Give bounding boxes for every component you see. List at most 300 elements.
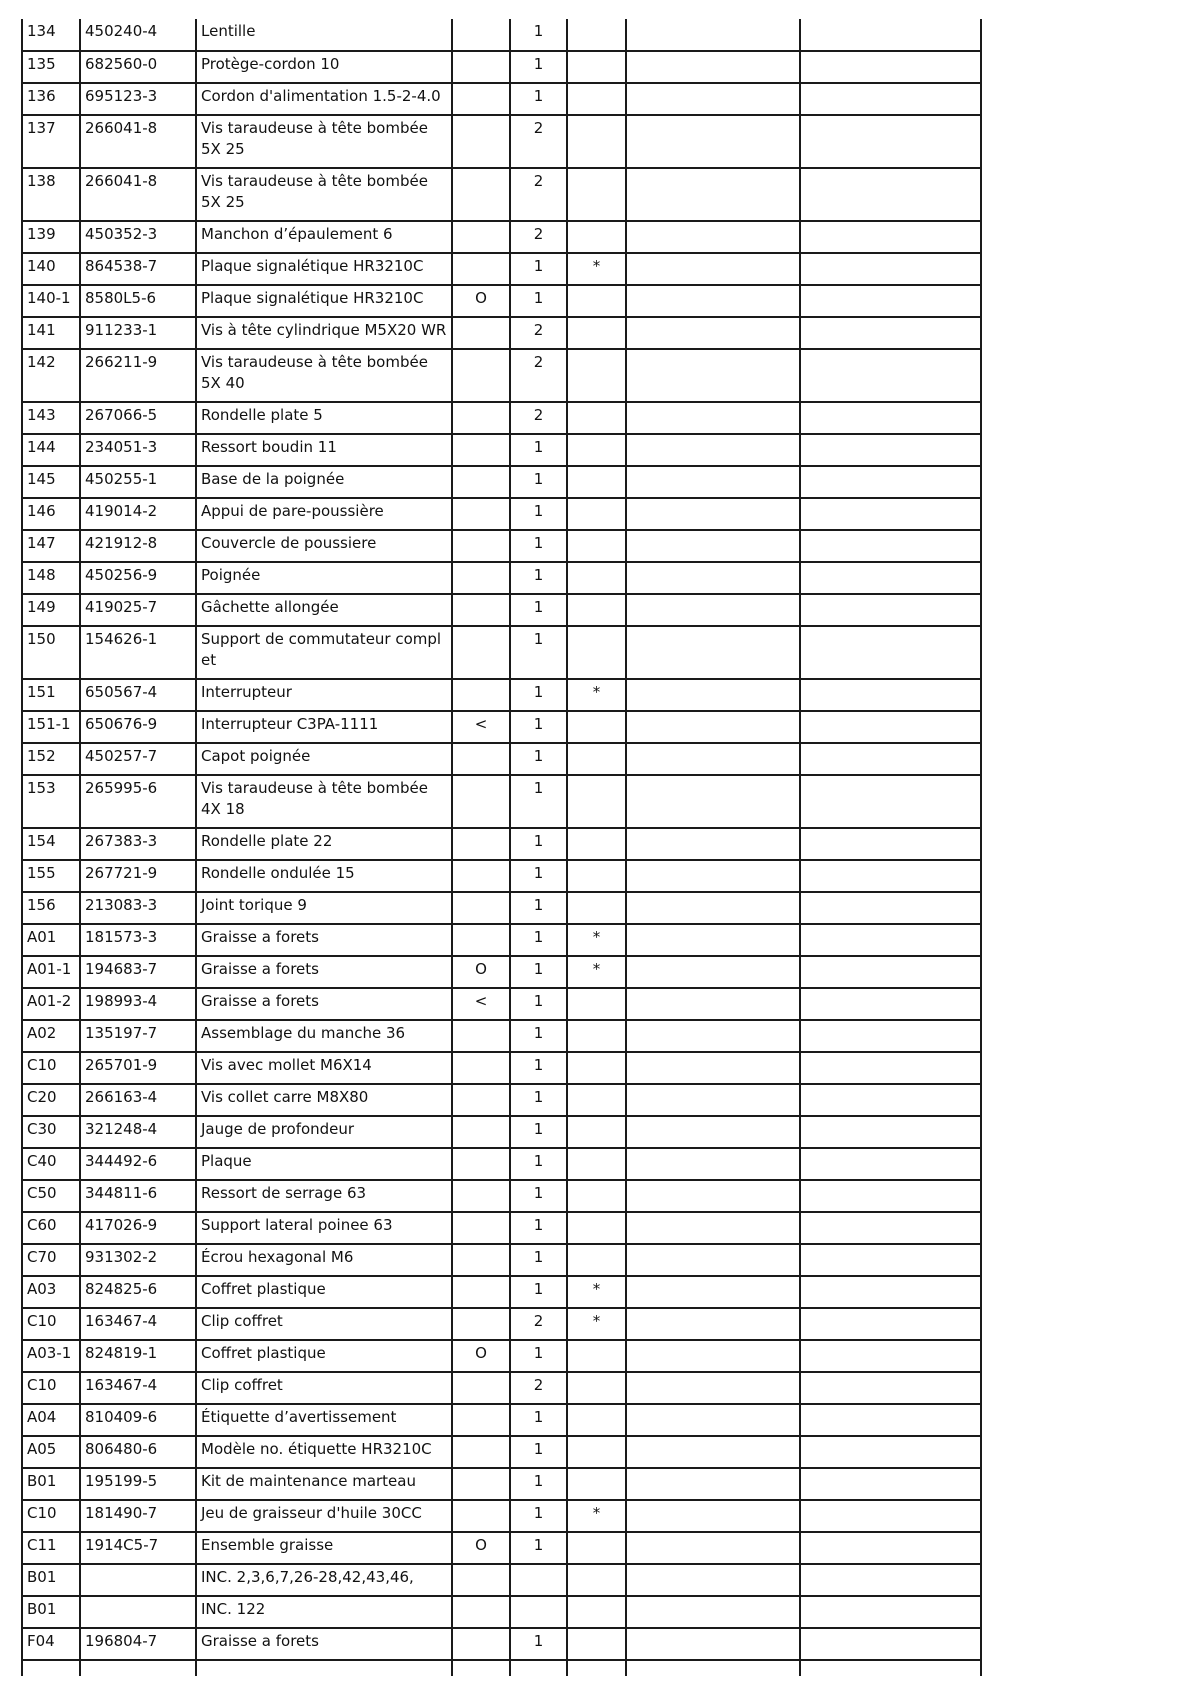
description-cell: Couvercle de poussiere bbox=[196, 530, 452, 562]
description-cell: Graisse a forets bbox=[196, 924, 452, 956]
quantity-cell: 2 bbox=[510, 1372, 567, 1404]
empty-cell bbox=[626, 530, 800, 562]
quantity-cell: 1 bbox=[510, 924, 567, 956]
mark-cell bbox=[567, 530, 626, 562]
flag-cell bbox=[452, 498, 510, 530]
description-cell: Plaque signalétique HR3210C bbox=[196, 285, 452, 317]
table-row bbox=[22, 1116, 981, 1148]
table-row bbox=[22, 956, 981, 988]
table-row bbox=[22, 1052, 981, 1084]
item-number-cell: A03-1 bbox=[22, 1340, 80, 1372]
mark-cell bbox=[567, 1212, 626, 1244]
item-number-cell: 138 bbox=[22, 168, 80, 221]
description-cell: Vis taraudeuse à tête bombée 5X 40 bbox=[196, 349, 452, 402]
flag-cell bbox=[452, 1628, 510, 1660]
mark-cell: * bbox=[567, 1500, 626, 1532]
item-number-cell: 152 bbox=[22, 743, 80, 775]
flag-cell: < bbox=[452, 711, 510, 743]
part-number-cell: 695123-3 bbox=[80, 83, 196, 115]
mark-cell bbox=[567, 743, 626, 775]
item-number-cell: C60 bbox=[22, 1212, 80, 1244]
quantity-cell: 1 bbox=[510, 253, 567, 285]
empty-cell bbox=[626, 711, 800, 743]
part-number-cell: 417026-9 bbox=[80, 1212, 196, 1244]
description-cell: Vis taraudeuse à tête bombée 5X 25 bbox=[196, 168, 452, 221]
part-number-cell: 450352-3 bbox=[80, 221, 196, 253]
mark-cell bbox=[567, 594, 626, 626]
item-number-cell: 143 bbox=[22, 402, 80, 434]
quantity-cell: 2 bbox=[510, 402, 567, 434]
flag-cell bbox=[452, 402, 510, 434]
item-number-cell: C20 bbox=[22, 1084, 80, 1116]
description-cell: Cordon d'alimentation 1.5-2-4.0 bbox=[196, 83, 452, 115]
description-cell: Modèle no. étiquette HR3210C bbox=[196, 1436, 452, 1468]
description-cell: Protège-cordon 10 bbox=[196, 51, 452, 83]
mark-cell bbox=[567, 1628, 626, 1660]
empty-cell bbox=[626, 1596, 800, 1628]
empty-cell bbox=[22, 1660, 80, 1676]
empty-cell bbox=[800, 956, 981, 988]
mark-cell bbox=[567, 115, 626, 168]
table-row bbox=[22, 988, 981, 1020]
item-number-cell: 154 bbox=[22, 828, 80, 860]
description-cell: Clip coffret bbox=[196, 1308, 452, 1340]
mark-cell: * bbox=[567, 924, 626, 956]
table-row bbox=[22, 1148, 981, 1180]
item-number-cell: 140-1 bbox=[22, 285, 80, 317]
description-cell: Clip coffret bbox=[196, 1372, 452, 1404]
description-cell: INC. 122 bbox=[196, 1596, 452, 1628]
table-row bbox=[22, 743, 981, 775]
empty-cell bbox=[626, 402, 800, 434]
empty-cell bbox=[196, 1660, 452, 1676]
quantity-cell: 2 bbox=[510, 168, 567, 221]
table-row bbox=[22, 19, 981, 51]
flag-cell bbox=[452, 1436, 510, 1468]
description-cell: Rondelle plate 22 bbox=[196, 828, 452, 860]
flag-cell bbox=[452, 924, 510, 956]
part-number-cell: 810409-6 bbox=[80, 1404, 196, 1436]
quantity-cell: 1 bbox=[510, 1532, 567, 1564]
empty-cell bbox=[626, 168, 800, 221]
table-row bbox=[22, 434, 981, 466]
table-row bbox=[22, 285, 981, 317]
part-number-cell: 824819-1 bbox=[80, 1340, 196, 1372]
description-cell: Appui de pare-poussière bbox=[196, 498, 452, 530]
description-cell: Lentille bbox=[196, 19, 452, 51]
empty-cell bbox=[626, 1436, 800, 1468]
quantity-cell: 1 bbox=[510, 1628, 567, 1660]
empty-cell bbox=[800, 317, 981, 349]
item-number-cell: 140 bbox=[22, 253, 80, 285]
empty-cell bbox=[800, 924, 981, 956]
empty-cell bbox=[800, 530, 981, 562]
table-row bbox=[22, 860, 981, 892]
flag-cell bbox=[452, 1596, 510, 1628]
flag-cell bbox=[452, 1372, 510, 1404]
quantity-cell: 1 bbox=[510, 1116, 567, 1148]
description-cell: Vis taraudeuse à tête bombée 4X 18 bbox=[196, 775, 452, 828]
mark-cell bbox=[567, 775, 626, 828]
mark-cell bbox=[567, 892, 626, 924]
flag-cell: < bbox=[452, 988, 510, 1020]
description-cell: Kit de maintenance marteau bbox=[196, 1468, 452, 1500]
table-row bbox=[22, 679, 981, 711]
quantity-cell: 1 bbox=[510, 1276, 567, 1308]
description-cell: Graisse a forets bbox=[196, 956, 452, 988]
part-number-cell: 419014-2 bbox=[80, 498, 196, 530]
part-number-cell: 194683-7 bbox=[80, 956, 196, 988]
empty-cell bbox=[626, 924, 800, 956]
empty-cell bbox=[800, 115, 981, 168]
item-number-cell: 151 bbox=[22, 679, 80, 711]
quantity-cell: 1 bbox=[510, 1052, 567, 1084]
description-cell: Support de commutateur compl et bbox=[196, 626, 452, 679]
item-number-cell: 156 bbox=[22, 892, 80, 924]
mark-cell bbox=[567, 1148, 626, 1180]
item-number-cell: C10 bbox=[22, 1372, 80, 1404]
mark-cell bbox=[567, 988, 626, 1020]
item-number-cell: 147 bbox=[22, 530, 80, 562]
empty-cell bbox=[626, 1372, 800, 1404]
quantity-cell: 1 bbox=[510, 1468, 567, 1500]
description-cell: Gâchette allongée bbox=[196, 594, 452, 626]
table-row bbox=[22, 1084, 981, 1116]
item-number-cell: A03 bbox=[22, 1276, 80, 1308]
mark-cell bbox=[567, 1084, 626, 1116]
quantity-cell: 2 bbox=[510, 1308, 567, 1340]
quantity-cell: 1 bbox=[510, 1500, 567, 1532]
item-number-cell: B01 bbox=[22, 1468, 80, 1500]
empty-cell bbox=[800, 1660, 981, 1676]
part-number-cell: 450255-1 bbox=[80, 466, 196, 498]
part-number-cell: 344492-6 bbox=[80, 1148, 196, 1180]
mark-cell bbox=[567, 466, 626, 498]
item-number-cell: 151-1 bbox=[22, 711, 80, 743]
quantity-cell: 1 bbox=[510, 594, 567, 626]
mark-cell bbox=[567, 83, 626, 115]
part-number-cell: 682560-0 bbox=[80, 51, 196, 83]
table-row bbox=[22, 626, 981, 679]
description-cell: Vis avec mollet M6X14 bbox=[196, 1052, 452, 1084]
quantity-cell: 1 bbox=[510, 530, 567, 562]
description-cell: Jeu de graisseur d'huile 30CC bbox=[196, 1500, 452, 1532]
flag-cell bbox=[452, 562, 510, 594]
empty-cell bbox=[800, 988, 981, 1020]
part-number-cell: 163467-4 bbox=[80, 1308, 196, 1340]
empty-cell bbox=[452, 1660, 510, 1676]
flag-cell: O bbox=[452, 1532, 510, 1564]
part-number-cell: 1914C5-7 bbox=[80, 1532, 196, 1564]
mark-cell bbox=[567, 1436, 626, 1468]
quantity-cell: 1 bbox=[510, 892, 567, 924]
item-number-cell: A02 bbox=[22, 1020, 80, 1052]
description-cell: Base de la poignée bbox=[196, 466, 452, 498]
flag-cell bbox=[452, 1308, 510, 1340]
quantity-cell: 1 bbox=[510, 711, 567, 743]
table-row bbox=[22, 1500, 981, 1532]
empty-cell bbox=[800, 711, 981, 743]
flag-cell bbox=[452, 466, 510, 498]
quantity-cell: 1 bbox=[510, 498, 567, 530]
part-number-cell bbox=[80, 1596, 196, 1628]
quantity-cell: 2 bbox=[510, 115, 567, 168]
flag-cell bbox=[452, 1052, 510, 1084]
empty-cell bbox=[626, 1404, 800, 1436]
empty-cell bbox=[626, 1244, 800, 1276]
mark-cell bbox=[567, 828, 626, 860]
empty-cell bbox=[626, 1564, 800, 1596]
item-number-cell: 141 bbox=[22, 317, 80, 349]
item-number-cell: C50 bbox=[22, 1180, 80, 1212]
table-row bbox=[22, 1340, 981, 1372]
description-cell: Ressort de serrage 63 bbox=[196, 1180, 452, 1212]
part-number-cell: 321248-4 bbox=[80, 1116, 196, 1148]
flag-cell bbox=[452, 1084, 510, 1116]
flag-cell bbox=[452, 1116, 510, 1148]
table-row bbox=[22, 83, 981, 115]
flag-cell bbox=[452, 1212, 510, 1244]
part-number-cell: 266041-8 bbox=[80, 115, 196, 168]
part-number-cell: 195199-5 bbox=[80, 1468, 196, 1500]
quantity-cell: 1 bbox=[510, 434, 567, 466]
description-cell: Support lateral poinee 63 bbox=[196, 1212, 452, 1244]
flag-cell bbox=[452, 1404, 510, 1436]
description-cell: Rondelle plate 5 bbox=[196, 402, 452, 434]
empty-cell bbox=[800, 19, 981, 51]
mark-cell bbox=[567, 221, 626, 253]
empty-cell bbox=[800, 1148, 981, 1180]
mark-cell bbox=[567, 711, 626, 743]
quantity-cell: 1 bbox=[510, 1340, 567, 1372]
part-number-cell: 213083-3 bbox=[80, 892, 196, 924]
description-cell: Manchon d’épaulement 6 bbox=[196, 221, 452, 253]
flag-cell: O bbox=[452, 956, 510, 988]
mark-cell bbox=[567, 860, 626, 892]
empty-cell bbox=[626, 1308, 800, 1340]
empty-cell bbox=[626, 1500, 800, 1532]
part-number-cell: 864538-7 bbox=[80, 253, 196, 285]
table-row bbox=[22, 1020, 981, 1052]
quantity-cell: 1 bbox=[510, 679, 567, 711]
mark-cell bbox=[567, 317, 626, 349]
part-number-cell: 198993-4 bbox=[80, 988, 196, 1020]
flag-cell bbox=[452, 115, 510, 168]
empty-cell bbox=[800, 1564, 981, 1596]
description-cell: Vis à tête cylindrique M5X20 WR bbox=[196, 317, 452, 349]
description-cell: Vis collet carre M8X80 bbox=[196, 1084, 452, 1116]
empty-cell bbox=[626, 1116, 800, 1148]
table-row bbox=[22, 1436, 981, 1468]
table-row bbox=[22, 253, 981, 285]
table-row bbox=[22, 1468, 981, 1500]
table-row bbox=[22, 1308, 981, 1340]
quantity-cell: 1 bbox=[510, 83, 567, 115]
flag-cell bbox=[452, 1276, 510, 1308]
item-number-cell: 144 bbox=[22, 434, 80, 466]
item-number-cell: B01 bbox=[22, 1564, 80, 1596]
mark-cell bbox=[567, 1372, 626, 1404]
flag-cell bbox=[452, 860, 510, 892]
mark-cell bbox=[567, 1116, 626, 1148]
part-number-cell: 234051-3 bbox=[80, 434, 196, 466]
item-number-cell: 135 bbox=[22, 51, 80, 83]
description-cell: Capot poignée bbox=[196, 743, 452, 775]
flag-cell bbox=[452, 221, 510, 253]
table-row bbox=[22, 1564, 981, 1596]
empty-cell bbox=[800, 83, 981, 115]
empty-cell bbox=[626, 1180, 800, 1212]
table-row bbox=[22, 1532, 981, 1564]
flag-cell bbox=[452, 530, 510, 562]
empty-cell bbox=[626, 626, 800, 679]
quantity-cell: 1 bbox=[510, 1020, 567, 1052]
mark-cell bbox=[567, 434, 626, 466]
empty-cell bbox=[800, 562, 981, 594]
quantity-cell: 1 bbox=[510, 860, 567, 892]
flag-cell bbox=[452, 892, 510, 924]
table-row bbox=[22, 1244, 981, 1276]
empty-cell bbox=[800, 349, 981, 402]
empty-cell bbox=[800, 1628, 981, 1660]
item-number-cell: 146 bbox=[22, 498, 80, 530]
mark-cell bbox=[567, 1532, 626, 1564]
quantity-cell: 1 bbox=[510, 562, 567, 594]
table-row bbox=[22, 1180, 981, 1212]
description-cell: Coffret plastique bbox=[196, 1276, 452, 1308]
empty-cell bbox=[800, 860, 981, 892]
empty-cell bbox=[800, 1180, 981, 1212]
empty-cell bbox=[800, 1532, 981, 1564]
part-number-cell: 135197-7 bbox=[80, 1020, 196, 1052]
flag-cell bbox=[452, 1564, 510, 1596]
description-cell: Étiquette d’avertissement bbox=[196, 1404, 452, 1436]
quantity-cell bbox=[510, 1564, 567, 1596]
empty-cell bbox=[626, 1276, 800, 1308]
quantity-cell bbox=[510, 1596, 567, 1628]
quantity-cell: 1 bbox=[510, 1244, 567, 1276]
empty-cell bbox=[626, 434, 800, 466]
quantity-cell: 1 bbox=[510, 743, 567, 775]
table-row bbox=[22, 1628, 981, 1660]
table-row bbox=[22, 530, 981, 562]
empty-cell bbox=[800, 1404, 981, 1436]
flag-cell bbox=[452, 1244, 510, 1276]
table-row bbox=[22, 924, 981, 956]
mark-cell bbox=[567, 1340, 626, 1372]
mark-cell bbox=[567, 349, 626, 402]
table-row bbox=[22, 402, 981, 434]
quantity-cell: 1 bbox=[510, 626, 567, 679]
table-row bbox=[22, 1404, 981, 1436]
table-row bbox=[22, 51, 981, 83]
empty-cell bbox=[800, 594, 981, 626]
mark-cell bbox=[567, 285, 626, 317]
empty-cell bbox=[626, 115, 800, 168]
empty-cell bbox=[626, 775, 800, 828]
flag-cell bbox=[452, 168, 510, 221]
description-cell: Poignée bbox=[196, 562, 452, 594]
flag-cell bbox=[452, 743, 510, 775]
table-row bbox=[22, 892, 981, 924]
mark-cell: * bbox=[567, 1276, 626, 1308]
table-row bbox=[22, 498, 981, 530]
empty-cell bbox=[800, 679, 981, 711]
quantity-cell: 1 bbox=[510, 285, 567, 317]
empty-cell bbox=[626, 317, 800, 349]
empty-cell bbox=[800, 892, 981, 924]
table-row bbox=[22, 317, 981, 349]
empty-cell bbox=[626, 1468, 800, 1500]
flag-cell bbox=[452, 828, 510, 860]
part-number-cell: 266163-4 bbox=[80, 1084, 196, 1116]
empty-cell bbox=[800, 285, 981, 317]
mark-cell bbox=[567, 562, 626, 594]
description-cell: Ressort boudin 11 bbox=[196, 434, 452, 466]
empty-cell bbox=[626, 83, 800, 115]
flag-cell bbox=[452, 775, 510, 828]
part-number-cell: 650676-9 bbox=[80, 711, 196, 743]
flag-cell bbox=[452, 83, 510, 115]
parts-table-body bbox=[22, 19, 981, 1676]
item-number-cell: A04 bbox=[22, 1404, 80, 1436]
part-number-cell: 267383-3 bbox=[80, 828, 196, 860]
parts-table bbox=[21, 19, 982, 1676]
empty-cell bbox=[626, 221, 800, 253]
part-number-cell: 181573-3 bbox=[80, 924, 196, 956]
table-row bbox=[22, 1276, 981, 1308]
part-number-cell: 806480-6 bbox=[80, 1436, 196, 1468]
empty-cell bbox=[626, 892, 800, 924]
quantity-cell: 2 bbox=[510, 317, 567, 349]
item-number-cell: C40 bbox=[22, 1148, 80, 1180]
part-number-cell: 196804-7 bbox=[80, 1628, 196, 1660]
empty-cell bbox=[800, 828, 981, 860]
part-number-cell: 265995-6 bbox=[80, 775, 196, 828]
part-number-cell bbox=[80, 1564, 196, 1596]
part-number-cell: 154626-1 bbox=[80, 626, 196, 679]
description-cell: Coffret plastique bbox=[196, 1340, 452, 1372]
part-number-cell: 344811-6 bbox=[80, 1180, 196, 1212]
empty-cell bbox=[800, 775, 981, 828]
empty-cell bbox=[800, 1212, 981, 1244]
part-number-cell: 421912-8 bbox=[80, 530, 196, 562]
flag-cell bbox=[452, 679, 510, 711]
empty-cell bbox=[626, 1532, 800, 1564]
mark-cell bbox=[567, 1564, 626, 1596]
empty-cell bbox=[800, 1372, 981, 1404]
description-cell: Graisse a forets bbox=[196, 988, 452, 1020]
part-number-cell: 824825-6 bbox=[80, 1276, 196, 1308]
part-number-cell: 265701-9 bbox=[80, 1052, 196, 1084]
empty-cell bbox=[626, 498, 800, 530]
quantity-cell: 2 bbox=[510, 349, 567, 402]
part-number-cell: 450257-7 bbox=[80, 743, 196, 775]
part-number-cell: 181490-7 bbox=[80, 1500, 196, 1532]
empty-cell bbox=[626, 349, 800, 402]
table-row bbox=[22, 828, 981, 860]
item-number-cell: 155 bbox=[22, 860, 80, 892]
flag-cell bbox=[452, 349, 510, 402]
item-number-cell: 149 bbox=[22, 594, 80, 626]
table-row bbox=[22, 466, 981, 498]
item-number-cell: A01-1 bbox=[22, 956, 80, 988]
table-row bbox=[22, 349, 981, 402]
part-number-cell: 931302-2 bbox=[80, 1244, 196, 1276]
description-cell: Écrou hexagonal M6 bbox=[196, 1244, 452, 1276]
quantity-cell: 1 bbox=[510, 1212, 567, 1244]
flag-cell bbox=[452, 1148, 510, 1180]
